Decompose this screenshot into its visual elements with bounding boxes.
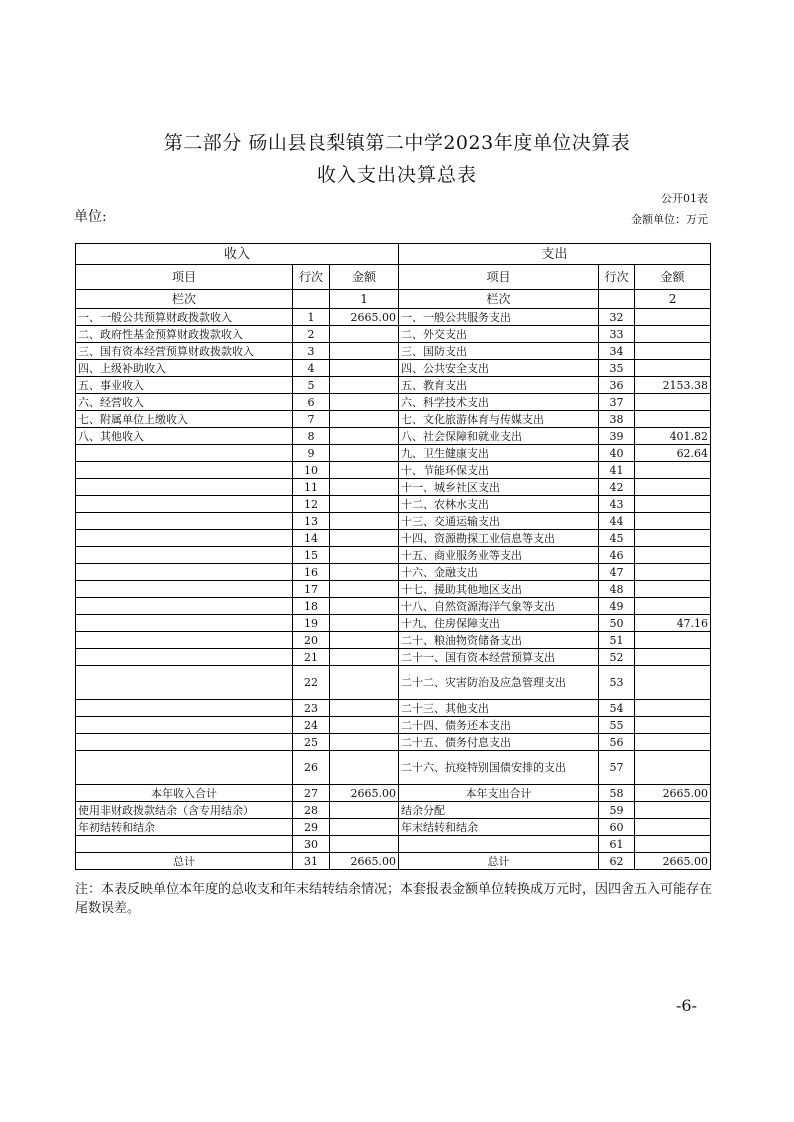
table-row <box>76 853 711 870</box>
table-row <box>76 649 711 666</box>
expense-amount-cell <box>635 802 711 819</box>
income-line-cell: 23 <box>293 700 330 717</box>
income-amount-cell <box>330 496 399 513</box>
income-amount-cell <box>330 564 399 581</box>
income-item-cell <box>76 547 293 564</box>
income-line-cell: 25 <box>293 734 330 751</box>
expense-amount-cell <box>635 309 711 326</box>
expense-item-cell: 十五、商业服务业等支出 <box>399 547 599 564</box>
expense-amount-cell <box>635 734 711 751</box>
expense-item-cell: 八、社会保障和就业支出 <box>399 428 599 445</box>
expense-amount-cell <box>635 513 711 530</box>
income-line-cell: 18 <box>293 598 330 615</box>
expense-line-cell: 34 <box>599 343 635 360</box>
table-row <box>76 598 711 615</box>
expense-amount-cell: 2153.38 <box>635 377 711 394</box>
table-row <box>76 819 711 836</box>
income-item-cell <box>76 530 293 547</box>
income-item-cell <box>76 598 293 615</box>
expense-item-cell: 六、科学技术支出 <box>399 394 599 411</box>
expense-item-cell: 二、外交支出 <box>399 326 599 343</box>
income-amount-cell <box>330 734 399 751</box>
income-line-cell: 28 <box>293 802 330 819</box>
table-row <box>76 581 711 598</box>
income-amount-cell <box>330 326 399 343</box>
income-amount-cell <box>330 632 399 649</box>
lanci-row <box>76 290 711 309</box>
expense-line-cell: 59 <box>599 802 635 819</box>
expense-lanci-label: 栏次 <box>399 290 599 309</box>
income-amount-cell <box>330 530 399 547</box>
income-item-cell: 四、上级补助收入 <box>76 360 293 377</box>
income-amount-cell <box>330 581 399 598</box>
expense-amount-cell <box>635 326 711 343</box>
income-line-cell: 8 <box>293 428 330 445</box>
income-item-cell <box>76 751 293 785</box>
expense-item-cell: 十六、金融支出 <box>399 564 599 581</box>
expense-line-cell: 43 <box>599 496 635 513</box>
income-line-cell: 30 <box>293 836 330 853</box>
income-amount-cell <box>330 547 399 564</box>
footnote: 注：本表反映单位本年度的总收支和年末结转结余情况；本套报表金额单位转换成万元时，因四舍五入可能存在尾数误差。 <box>75 882 713 916</box>
expense-amount-cell: 62.64 <box>635 445 711 462</box>
table-row <box>76 513 711 530</box>
expense-item-cell: 九、卫生健康支出 <box>399 445 599 462</box>
expense-line-cell: 40 <box>599 445 635 462</box>
page-title: 第二部分 砀山县良梨镇第二中学2023年度单位决算表 <box>163 132 631 154</box>
table-row <box>76 360 711 377</box>
column-header-row <box>76 265 711 290</box>
table-row <box>76 666 711 700</box>
table-subtitle: 收入支出决算总表 <box>316 164 477 186</box>
unit-label: 单位: <box>74 209 107 225</box>
expense-item-cell: 二十四、债务还本支出 <box>399 717 599 734</box>
income-item-cell <box>76 649 293 666</box>
income-item-cell: 使用非财政拨款结余（含专用结余） <box>76 802 293 819</box>
income-item-cell <box>76 581 293 598</box>
income-amount-cell <box>330 360 399 377</box>
expense-item-cell <box>399 836 599 853</box>
money-unit-label: 金额单位：万元 <box>631 213 708 226</box>
expense-amount-cell <box>635 479 711 496</box>
expense-amount-cell <box>635 360 711 377</box>
table-row <box>76 479 711 496</box>
expense-amount-cell <box>635 700 711 717</box>
expense-amount-cell <box>635 598 711 615</box>
expense-line-cell: 33 <box>599 326 635 343</box>
expense-item-cell: 十四、资源勘探工业信息等支出 <box>399 530 599 547</box>
expense-line-cell: 48 <box>599 581 635 598</box>
expense-item-cell: 二十、粮油物资储备支出 <box>399 632 599 649</box>
income-item-cell: 一、一般公共预算财政拨款收入 <box>76 309 293 326</box>
expense-line-cell: 51 <box>599 632 635 649</box>
income-item-cell <box>76 445 293 462</box>
expense-amount-cell: 401.82 <box>635 428 711 445</box>
income-lanci-col: 1 <box>330 290 399 309</box>
income-item-cell: 六、经营收入 <box>76 394 293 411</box>
table-row <box>76 377 711 394</box>
expense-line-cell: 45 <box>599 530 635 547</box>
expense-line-cell: 35 <box>599 360 635 377</box>
income-line-cell: 1 <box>293 309 330 326</box>
income-line-cell: 31 <box>293 853 330 870</box>
income-amount-cell <box>330 428 399 445</box>
income-line-header: 行次 <box>293 265 330 290</box>
income-line-cell: 11 <box>293 479 330 496</box>
expense-amount-cell: 47.16 <box>635 615 711 632</box>
expense-item-header: 项目 <box>399 265 599 290</box>
income-line-cell: 6 <box>293 394 330 411</box>
income-amount-cell <box>330 802 399 819</box>
income-amount-cell <box>330 479 399 496</box>
income-amount-cell <box>330 649 399 666</box>
section-header-row <box>76 244 711 265</box>
expense-line-cell: 46 <box>599 547 635 564</box>
income-item-cell: 三、国有资本经营预算财政拨款收入 <box>76 343 293 360</box>
table-row <box>76 700 711 717</box>
income-amount-cell <box>330 666 399 700</box>
income-line-cell: 16 <box>293 564 330 581</box>
income-amount-cell <box>330 615 399 632</box>
expense-amount-cell <box>635 394 711 411</box>
income-expense-table <box>75 243 711 870</box>
income-item-cell: 五、事业收入 <box>76 377 293 394</box>
expense-lanci-empty <box>599 290 635 309</box>
expense-amount-cell <box>635 649 711 666</box>
table-row <box>76 309 711 326</box>
expense-item-cell: 七、文化旅游体育与传媒支出 <box>399 411 599 428</box>
expense-line-cell: 62 <box>599 853 635 870</box>
table-row <box>76 785 711 802</box>
income-item-cell: 年初结转和结余 <box>76 819 293 836</box>
expense-line-cell: 54 <box>599 700 635 717</box>
table-row <box>76 802 711 819</box>
income-line-cell: 19 <box>293 615 330 632</box>
income-line-cell: 9 <box>293 445 330 462</box>
table-row <box>76 632 711 649</box>
expense-line-cell: 55 <box>599 717 635 734</box>
table-row <box>76 326 711 343</box>
table-row <box>76 836 711 853</box>
income-header: 收入 <box>76 244 399 265</box>
expense-line-cell: 47 <box>599 564 635 581</box>
income-line-cell: 15 <box>293 547 330 564</box>
income-amount-cell <box>330 717 399 734</box>
expense-line-cell: 53 <box>599 666 635 700</box>
table-row <box>76 530 711 547</box>
expense-amount-cell <box>635 751 711 785</box>
expense-amount-cell <box>635 717 711 734</box>
income-item-cell <box>76 462 293 479</box>
expense-item-cell: 年末结转和结余 <box>399 819 599 836</box>
expense-item-cell: 四、公共安全支出 <box>399 360 599 377</box>
table-row <box>76 751 711 785</box>
table-row <box>76 394 711 411</box>
expense-line-cell: 38 <box>599 411 635 428</box>
income-item-cell <box>76 734 293 751</box>
expense-line-cell: 37 <box>599 394 635 411</box>
income-line-cell: 26 <box>293 751 330 785</box>
table-row <box>76 428 711 445</box>
income-lanci-label: 栏次 <box>76 290 293 309</box>
expense-amount-cell <box>635 411 711 428</box>
expense-amount-cell <box>635 547 711 564</box>
income-line-cell: 3 <box>293 343 330 360</box>
expense-line-cell: 58 <box>599 785 635 802</box>
expense-header: 支出 <box>399 244 711 265</box>
table-row <box>76 343 711 360</box>
income-item-cell <box>76 836 293 853</box>
table-row <box>76 462 711 479</box>
expense-item-cell: 五、教育支出 <box>399 377 599 394</box>
page-number: -6- <box>676 996 697 1015</box>
expense-amount-cell <box>635 462 711 479</box>
expense-amount-cell: 2665.00 <box>635 785 711 802</box>
income-line-cell: 13 <box>293 513 330 530</box>
income-amount-cell <box>330 819 399 836</box>
income-amount-cell <box>330 836 399 853</box>
expense-line-cell: 60 <box>599 819 635 836</box>
income-item-cell: 八、其他收入 <box>76 428 293 445</box>
expense-line-cell: 56 <box>599 734 635 751</box>
expense-amount-cell <box>635 819 711 836</box>
income-amount-cell: 2665.00 <box>330 785 399 802</box>
income-item-cell <box>76 632 293 649</box>
income-amount-cell <box>330 598 399 615</box>
income-amount-cell <box>330 462 399 479</box>
income-amount-header: 金额 <box>330 265 399 290</box>
expense-lanci-col: 2 <box>635 290 711 309</box>
income-item-cell: 七、附属单位上缴收入 <box>76 411 293 428</box>
income-line-cell: 21 <box>293 649 330 666</box>
income-line-cell: 2 <box>293 326 330 343</box>
income-lanci-empty <box>293 290 330 309</box>
table-row <box>76 734 711 751</box>
income-amount-cell <box>330 751 399 785</box>
expense-amount-cell <box>635 632 711 649</box>
income-line-cell: 12 <box>293 496 330 513</box>
income-line-cell: 17 <box>293 581 330 598</box>
table-row <box>76 496 711 513</box>
income-item-header: 项目 <box>76 265 293 290</box>
expense-line-cell: 36 <box>599 377 635 394</box>
expense-item-cell: 本年支出合计 <box>399 785 599 802</box>
income-line-cell: 4 <box>293 360 330 377</box>
form-number: 公开01表 <box>661 192 708 205</box>
expense-item-cell: 十、节能环保支出 <box>399 462 599 479</box>
income-item-cell <box>76 564 293 581</box>
expense-item-cell: 十一、城乡社区支出 <box>399 479 599 496</box>
income-line-cell: 7 <box>293 411 330 428</box>
income-item-cell: 本年收入合计 <box>76 785 293 802</box>
expense-line-cell: 49 <box>599 598 635 615</box>
table-row <box>76 615 711 632</box>
expense-line-cell: 57 <box>599 751 635 785</box>
income-amount-cell: 2665.00 <box>330 853 399 870</box>
expense-item-cell: 十七、援助其他地区支出 <box>399 581 599 598</box>
income-line-cell: 24 <box>293 717 330 734</box>
income-amount-cell <box>330 377 399 394</box>
table-row <box>76 547 711 564</box>
income-amount-cell <box>330 411 399 428</box>
expense-line-cell: 32 <box>599 309 635 326</box>
income-line-cell: 10 <box>293 462 330 479</box>
table-row <box>76 717 711 734</box>
income-item-cell: 二、政府性基金预算财政拨款收入 <box>76 326 293 343</box>
income-item-cell <box>76 615 293 632</box>
income-item-cell <box>76 700 293 717</box>
expense-item-cell: 十九、住房保障支出 <box>399 615 599 632</box>
expense-amount-cell <box>635 530 711 547</box>
income-item-cell: 总计 <box>76 853 293 870</box>
table-row <box>76 411 711 428</box>
expense-item-cell: 一、一般公共服务支出 <box>399 309 599 326</box>
expense-amount-cell <box>635 581 711 598</box>
expense-line-cell: 39 <box>599 428 635 445</box>
income-item-cell <box>76 666 293 700</box>
income-line-cell: 14 <box>293 530 330 547</box>
expense-line-cell: 61 <box>599 836 635 853</box>
table-row <box>76 445 711 462</box>
expense-line-cell: 41 <box>599 462 635 479</box>
income-line-cell: 27 <box>293 785 330 802</box>
income-item-cell <box>76 513 293 530</box>
income-line-cell: 22 <box>293 666 330 700</box>
income-amount-cell <box>330 513 399 530</box>
expense-line-header: 行次 <box>599 265 635 290</box>
expense-amount-cell: 2665.00 <box>635 853 711 870</box>
expense-item-cell: 二十一、国有资本经营预算支出 <box>399 649 599 666</box>
expense-item-cell: 二十五、债务付息支出 <box>399 734 599 751</box>
income-line-cell: 20 <box>293 632 330 649</box>
expense-item-cell: 十三、交通运输支出 <box>399 513 599 530</box>
income-amount-cell <box>330 394 399 411</box>
expense-item-cell: 十八、自然资源海洋气象等支出 <box>399 598 599 615</box>
income-line-cell: 29 <box>293 819 330 836</box>
expense-item-cell: 三、国防支出 <box>399 343 599 360</box>
income-item-cell <box>76 496 293 513</box>
expense-item-cell: 总计 <box>399 853 599 870</box>
table-row <box>76 564 711 581</box>
expense-item-cell: 十二、农林水支出 <box>399 496 599 513</box>
income-item-cell <box>76 717 293 734</box>
expense-amount-cell <box>635 496 711 513</box>
income-amount-cell <box>330 343 399 360</box>
income-amount-cell <box>330 700 399 717</box>
expense-amount-header: 金额 <box>635 265 711 290</box>
expense-amount-cell <box>635 836 711 853</box>
income-line-cell: 5 <box>293 377 330 394</box>
income-amount-cell: 2665.00 <box>330 309 399 326</box>
expense-amount-cell <box>635 564 711 581</box>
expense-item-cell: 二十六、抗疫特别国债安排的支出 <box>399 751 599 785</box>
expense-amount-cell <box>635 666 711 700</box>
expense-line-cell: 42 <box>599 479 635 496</box>
expense-item-cell: 结余分配 <box>399 802 599 819</box>
expense-amount-cell <box>635 343 711 360</box>
income-amount-cell <box>330 445 399 462</box>
expense-line-cell: 50 <box>599 615 635 632</box>
income-item-cell <box>76 479 293 496</box>
expense-line-cell: 44 <box>599 513 635 530</box>
expense-item-cell: 二十二、灾害防治及应急管理支出 <box>399 666 599 700</box>
expense-item-cell: 二十三、其他支出 <box>399 700 599 717</box>
expense-line-cell: 52 <box>599 649 635 666</box>
